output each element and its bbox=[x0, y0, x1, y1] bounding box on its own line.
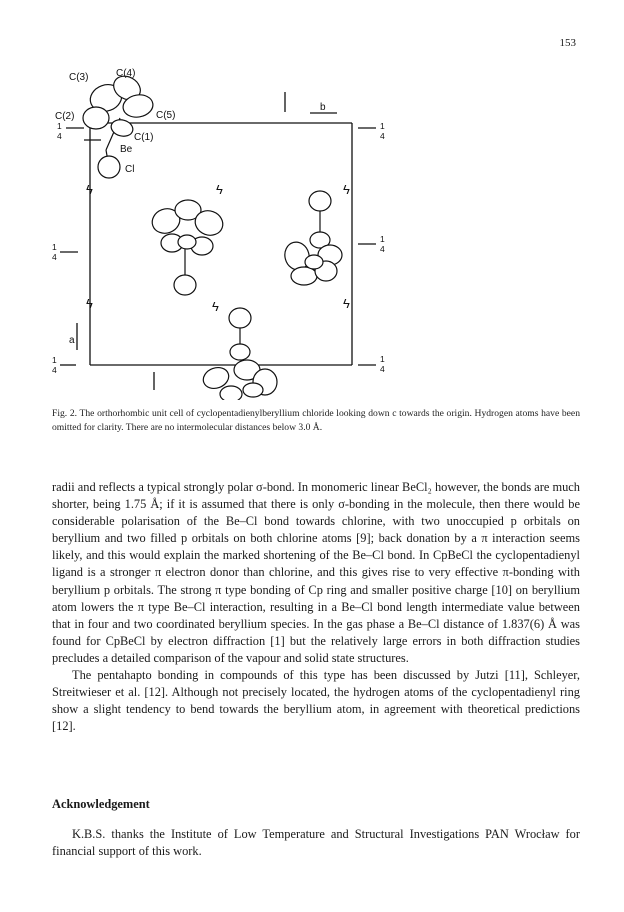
screw-axis-symbol: ϟ bbox=[343, 182, 350, 197]
paragraph: The pentahapto bonding in compounds of this type has been discussed by Jutzi [11], Schleyer, Streitwieser et al. [12]. Although not precisely located, the hydrogen atoms of the cyclopentadienyl ring show a slight tendency to bend towards the beryllium atom, in agreement with theoretical predictions [12]. bbox=[52, 668, 580, 734]
quarter-left-mid: 1 bbox=[52, 242, 57, 252]
label-b-axis: b bbox=[320, 102, 326, 113]
screw-axis-symbol: ϟ bbox=[86, 182, 93, 197]
body-text bbox=[52, 479, 580, 735]
unit-cell-figure bbox=[0, 0, 624, 400]
label-c2: C(2) bbox=[55, 111, 75, 122]
quarter-left-top: 1 bbox=[57, 121, 62, 131]
acknowledgement-text: K.B.S. thanks the Institute of Low Temperature and Structural Investigations PAN Wrocław for financial support of this work. bbox=[52, 827, 580, 859]
quarter-right-bot-den: 4 bbox=[380, 364, 385, 374]
paragraph: radii and reflects a typical strongly polar σ-bond. In monomeric linear BeCl₂ however, the bonds are much shorter, being 1.75 Å; if it is assumed that there is only σ-bonding in the molecule, then there would be considerable polarisation of the Be–Cl bond towards chlorine, with two unoccupied p orbitals on beryllium and two filled p orbitals on both chlorine atoms [9]; back donation by a π interaction seems likely, and this would explain the marked shortening of the Be–Cl bond. In CpBeCl the cyclopentadienyl ligand is a stronger π electron donor than chlorine, and this gives rise to very effective π-bonding with beryllium p orbitals. The strong π type bonding of Cp ring and smaller positive charge [10] on beryllium atom lowers the π type Be–Cl interaction, resulting in a Be–Cl bond length intermediate value between that in four and two coordinated beryllium species. In the gas phase a Be–Cl distance of 1.837(6) Å was found for CpBeCl by electron diffraction [1] but the relatively large errors in both diffraction studies precludes a detailed comparison of the vapour and solid state structures. bbox=[52, 480, 580, 665]
right-molecule bbox=[282, 191, 342, 285]
quarter-right-bot: 1 bbox=[380, 354, 385, 364]
label-c3: C(3) bbox=[69, 72, 89, 83]
quarter-right-mid-den: 4 bbox=[380, 244, 385, 254]
label-a-axis: a bbox=[69, 335, 75, 346]
figure-caption: Fig. 2. The orthorhombic unit cell of cyclopentadienylberyllium chloride looking down c towards the origin. Hydrogen atoms have been omitted for clarity. There are no intermolecular distances below 3.0 Å. bbox=[52, 408, 580, 433]
screw-axis-symbol: ϟ bbox=[86, 296, 93, 311]
quarter-left-bot-den: 4 bbox=[52, 365, 57, 375]
screw-axis-symbol: ϟ bbox=[216, 182, 223, 197]
quarter-right-top: 1 bbox=[380, 121, 385, 131]
quarter-left-bot: 1 bbox=[52, 355, 57, 365]
quarter-left-top-den: 4 bbox=[57, 131, 62, 141]
label-be: Be bbox=[120, 144, 133, 155]
quarter-right-top-den: 4 bbox=[380, 131, 385, 141]
page-number: 153 bbox=[559, 37, 576, 49]
quarter-left-mid-den: 4 bbox=[52, 252, 57, 262]
label-cl: Cl bbox=[125, 164, 135, 175]
acknowledgement-heading: Acknowledgement bbox=[52, 797, 150, 811]
bottom-molecule bbox=[200, 308, 277, 400]
screw-axis-symbol: ϟ bbox=[212, 299, 219, 314]
label-c1: C(1) bbox=[134, 132, 154, 143]
labelled-molecule bbox=[83, 71, 155, 178]
label-c5: C(5) bbox=[156, 110, 176, 121]
center-molecule bbox=[149, 200, 227, 295]
screw-axis-symbol: ϟ bbox=[343, 296, 350, 311]
quarter-right-mid: 1 bbox=[380, 234, 385, 244]
label-c4: C(4) bbox=[116, 68, 136, 79]
